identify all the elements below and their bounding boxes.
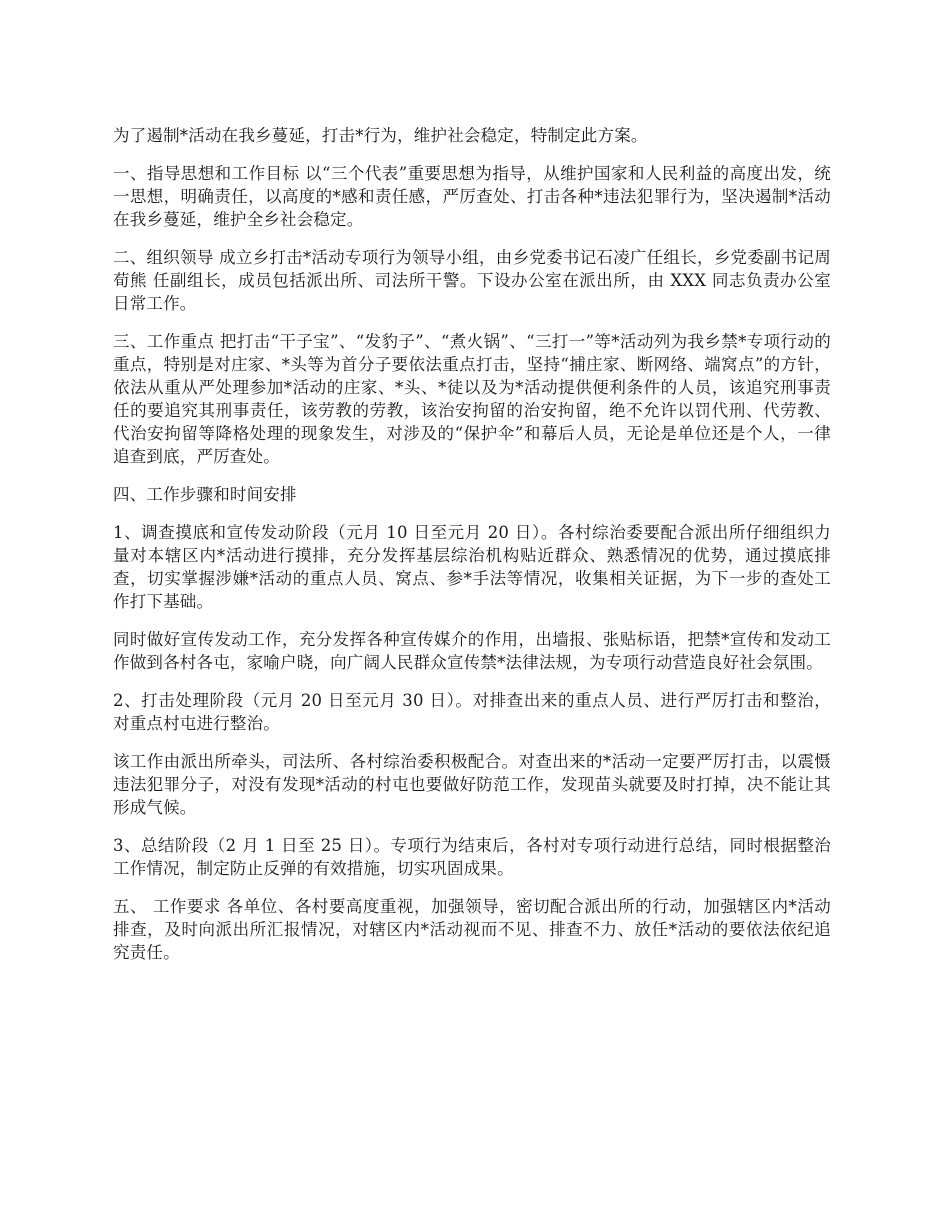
document-body <box>113 124 831 979</box>
step-1-paragraph: 1、调查摸底和宣传发动阶段（元月 10 日至元月 20 日）。各村综治委要配合派出所仔细组织力量对本辖区内*活动进行摸排，充分发挥基层综治机构贴近群众、熟悉情况的优势，通过摸底排查，切实掌握涉嫌*活动的重点人员、窝点、参*手法等情况，收集相关证据，为下一步的查处工作打下基础。 <box>113 523 831 611</box>
section-guiding-thought-paragraph: 一、指导思想和工作目标 以“三个代表”重要思想为指导，从维护国家和人民利益的高度出发，统一思想，明确责任，以高度的*感和责任感，严厉查处、打击各种*违法犯罪行为，坚决遏制*活动在我乡蔓延，维护全乡社会稳定。 <box>113 164 831 229</box>
step-2-paragraph: 2、打击处理阶段（元月 20 日至元月 30 日）。对排查出来的重点人员、进行严厉打击和整治，对重点村屯进行整治。 <box>113 691 831 733</box>
section-organization-paragraph: 二、组织领导 成立乡打击*活动专项行为领导小组，由乡党委书记石凌广任组长，乡党委副书记周荀熊 任副组长，成员包括派出所、司法所干警。下设办公室在派出所，由 XXX 同志负责办公室日常工作。 <box>113 248 831 313</box>
section-work-focus-paragraph: 三、工作重点 把打击“干子宝”、“发豹子”、“煮火锅”、“三打一”等*活动列为我乡禁*专项行动的重点，特别是对庄家、*头等为首分子要依法重点打击，坚持“捕庄家、断网络、端窝点”的方针，依法从重从严处理参加*活动的庄家、*头、*徒以及为*活动提供便利条件的人员，该追究刑事责任的要追究其刑事责任，该劳教的劳教，该治安拘留的治安拘留，绝不允许以罚代刑、代劳教、代治安拘留等降格处理的现象发生，对涉及的“保护伞”和幕后人员，无论是单位还是个人，一律追查到底，严厉查处。 <box>113 332 831 466</box>
step-3-paragraph: 3、总结阶段（2 月 1 日至 25 日）。专项行为结束后，各村对专项行动进行总结，同时根据整治工作情况，制定防止反弹的有效措施，切实巩固成果。 <box>113 836 831 878</box>
section-steps-heading: 四、工作步骤和时间安排 <box>113 485 297 504</box>
step-2-detail-paragraph: 该工作由派出所牵头，司法所、各村综治委积极配合。对查出来的*活动一定要严厉打击，以震慑违法犯罪分子，对没有发现*活动的村屯也要做好防范工作，发现苗头就要及时打掉，决不能让其形成气候。 <box>113 752 831 817</box>
section-requirements-paragraph: 五、 工作要求 各单位、各村要高度重视，加强领导，密切配合派出所的行动，加强辖区内*活动排查，及时向派出所汇报情况，对辖区内*活动视而不见、排查不力、放任*活动的要依法依纪追究责任。 <box>113 897 831 962</box>
publicity-paragraph: 同时做好宣传发动工作，充分发挥各种宣传媒介的作用，出墙报、张贴标语，把禁*宣传和发动工作做到各村各屯，家喻户晓，向广阔人民群众宣传禁*法律法规，为专项行动营造良好社会氛围。 <box>113 630 831 672</box>
intro-paragraph: 为了遏制*活动在我乡蔓延，打击*行为，维护社会稳定，特制定此方案。 <box>113 126 648 145</box>
